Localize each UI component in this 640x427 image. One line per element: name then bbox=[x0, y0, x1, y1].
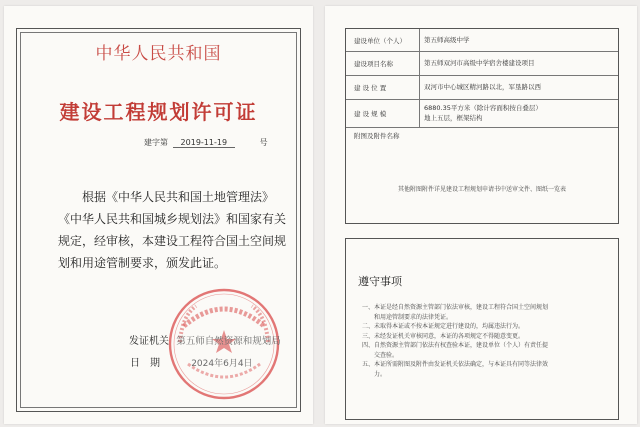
list-item: 二、未取得本证或不按本证规定进行建设的，均属违法行为。 bbox=[362, 323, 525, 330]
project-info-table bbox=[345, 28, 619, 224]
certificate-front-page bbox=[4, 6, 313, 424]
list-item: 力。 bbox=[362, 370, 387, 378]
list-item: 三、未经发证机关审核同意，本证的各项规定不得随意变更。 bbox=[362, 332, 525, 340]
issuing-authority bbox=[129, 332, 281, 347]
certificate-number-value: 2019-11-19 bbox=[173, 138, 236, 148]
row-label: 建 设 规 模 bbox=[346, 99, 420, 127]
row-value-text-2: 地上五层，框架结构 bbox=[424, 114, 483, 122]
notice-title: 遵守事项 bbox=[358, 275, 402, 288]
table-row bbox=[346, 51, 618, 76]
row-label: 建设单位（个人） bbox=[346, 29, 420, 51]
row-value bbox=[424, 99, 614, 127]
row-value-text: 第五师高级中学 bbox=[424, 36, 470, 44]
row-label: 建 设 位 置 bbox=[346, 75, 420, 99]
certificate-number-label: 建字第 bbox=[144, 138, 168, 147]
row-value-text: 双河市中心城区精河路以北，军垦路以西 bbox=[424, 83, 541, 91]
table-row bbox=[346, 29, 618, 52]
issuer-value: 第五师自然资源和规划局 bbox=[176, 336, 281, 347]
row-value bbox=[424, 75, 614, 99]
row-value bbox=[424, 51, 614, 75]
row-label: 建设项目名称 bbox=[346, 51, 420, 75]
certificate-number-suffix: 号 bbox=[259, 138, 268, 147]
list-item: 一、本证是经自然资源主管部门依法审核，建设工程符合国土空间规划 bbox=[362, 304, 549, 311]
row-value-text: 6880.35平方米（除计容面积按自叠层） bbox=[424, 104, 542, 112]
issuer-label: 发证机关 bbox=[129, 336, 169, 347]
certificate-body-text: 根据《中华人民共和国土地管理法》《中华人民共和国城乡规划法》和国家有关规定，经审核，本建设工程符合国土空间规划和用途管制要求，颁发此证。 bbox=[58, 190, 287, 270]
certificate-title: 建设工程规划许可证 bbox=[59, 100, 258, 124]
attachments-text: 其他附图附件详见建设工程规划申请书中送审文件、图纸一览表 bbox=[397, 186, 566, 193]
certificate-number bbox=[144, 137, 268, 148]
row-value bbox=[424, 29, 614, 51]
issue-date bbox=[130, 354, 253, 369]
list-item: 四、自然资源主管部门依法有权查验本证，建设单位（个人）有责任提 bbox=[362, 342, 549, 349]
certificate-back-page bbox=[325, 6, 637, 424]
date-label: 日 期 bbox=[130, 358, 160, 369]
list-item: 五、本证所需附图及附件由发证机关依法确定，与本证具有同等法律效 bbox=[362, 361, 549, 368]
list-item: 和用途管制要求的法律凭证。 bbox=[362, 313, 453, 321]
notice-box bbox=[345, 238, 619, 420]
table-row bbox=[346, 75, 618, 100]
date-value: 2024年6月4日 bbox=[191, 359, 253, 369]
notice-list bbox=[362, 303, 602, 379]
attachments-label: 附图及附件名称 bbox=[354, 132, 400, 140]
list-item: 交查验。 bbox=[362, 351, 399, 359]
table-row bbox=[346, 99, 618, 128]
row-value-text: 第五师双河市高级中学宿舍楼建设项目 bbox=[424, 59, 535, 67]
country-name: 中华人民共和国 bbox=[95, 44, 222, 64]
